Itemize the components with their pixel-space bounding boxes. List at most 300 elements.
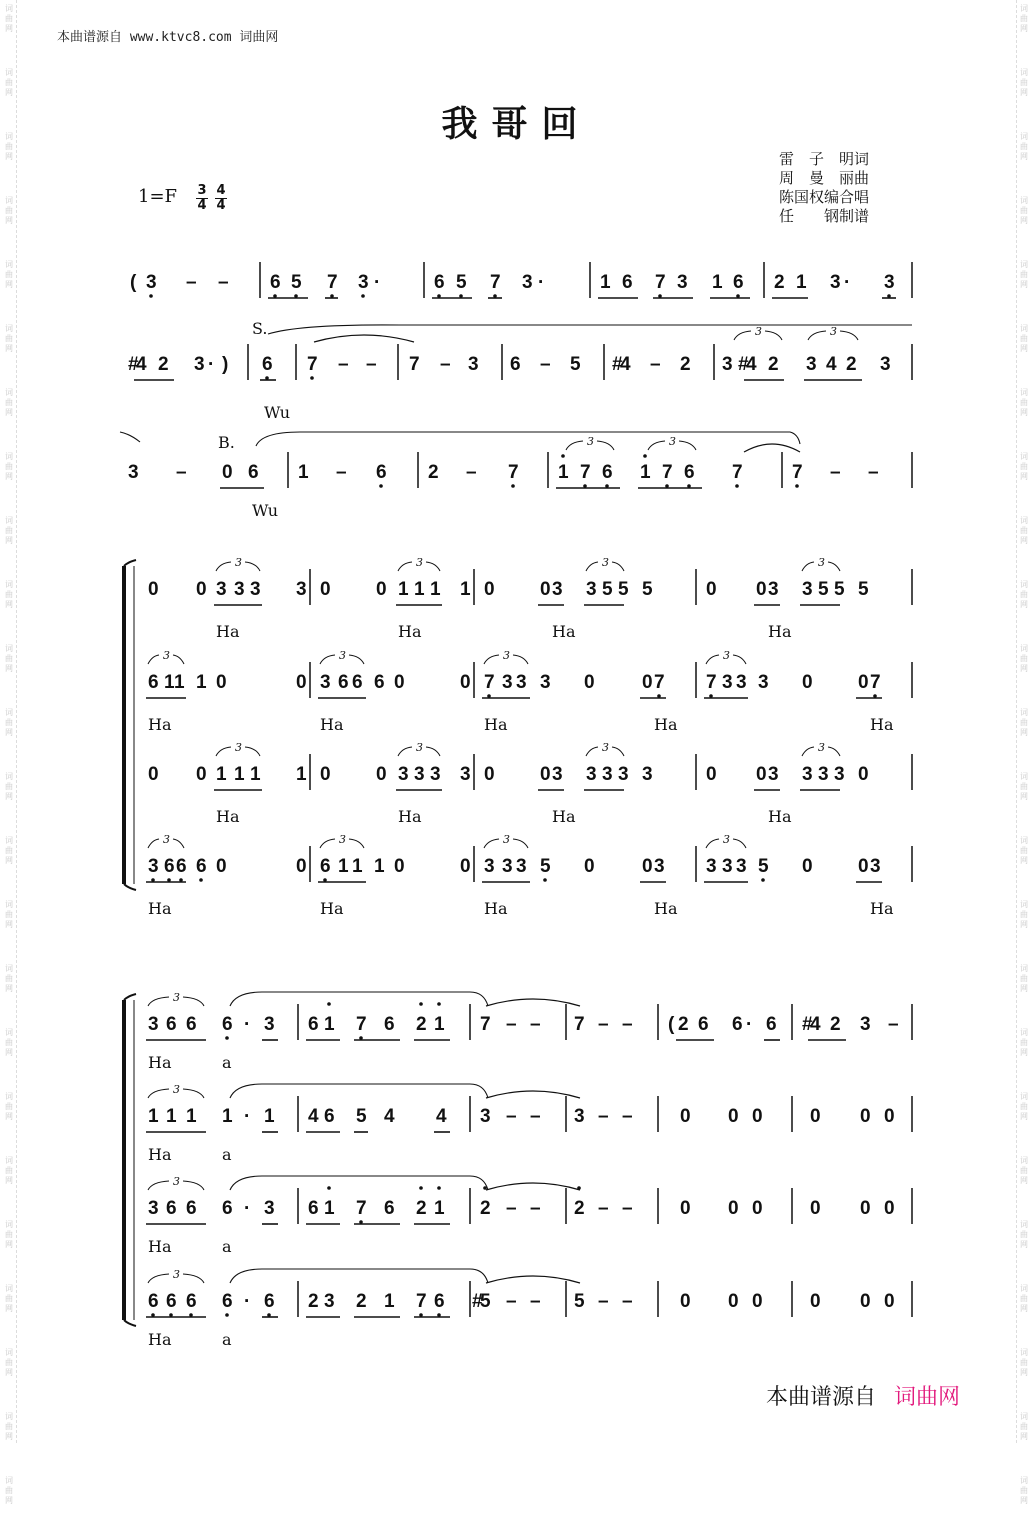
slur-tie [120, 432, 140, 442]
note: 3 [552, 579, 563, 600]
note: 7 [706, 672, 717, 693]
note: 3 [834, 764, 845, 785]
note: 3 [540, 672, 551, 693]
system-bracket-hook [124, 560, 136, 566]
triplet-mark: 3 [235, 556, 242, 569]
triplet-mark: 3 [503, 833, 510, 846]
note: 5 [834, 579, 845, 600]
triplet-bracket [828, 562, 840, 571]
triplet-mark: 3 [416, 556, 423, 569]
note: 3 [484, 856, 495, 877]
note: – [598, 1014, 609, 1035]
slur-tie [744, 444, 800, 452]
triplet-bracket [245, 562, 260, 571]
note: 1 [430, 579, 441, 600]
note: 0 [376, 764, 387, 785]
section-marker-S: S. [252, 319, 268, 338]
triplet-bracket [183, 1181, 204, 1190]
note: 6 [384, 1198, 395, 1219]
note: 3 [250, 579, 261, 600]
note: 3 [830, 272, 841, 293]
note: 5 [818, 579, 829, 600]
triplet-mark: 3 [235, 741, 242, 754]
note: 7 [792, 462, 803, 483]
credit-composer: 周 曼 丽曲 [779, 169, 870, 187]
triplet-bracket [513, 839, 528, 848]
note: 0 [196, 579, 207, 600]
note: 3 [706, 856, 717, 877]
lyric: Ha [148, 1053, 172, 1072]
note: 7 [870, 672, 881, 693]
note: 3 [802, 579, 813, 600]
long-slur [230, 1176, 488, 1190]
note: 6 [324, 1106, 335, 1127]
note: 1 [434, 1014, 445, 1035]
note: 0 [728, 1291, 739, 1312]
note: 0 [296, 672, 307, 693]
note: 3 [146, 272, 157, 293]
octave-dot-below [189, 1313, 193, 1317]
note: 2 [480, 1198, 491, 1219]
note: 6 [308, 1198, 319, 1219]
triplet-bracket [398, 747, 412, 756]
note: 6 [384, 1014, 395, 1035]
system-bracket-hook [124, 994, 136, 1000]
octave-dot-below [169, 1313, 173, 1317]
note: 0 [460, 856, 471, 877]
triplet-mark: 3 [173, 1083, 180, 1096]
note: 7 [327, 272, 338, 293]
note: – [598, 1198, 609, 1219]
triplet-bracket [586, 562, 598, 571]
note: 6 [186, 1014, 197, 1035]
note: 6 [166, 1291, 177, 1312]
note: 1 [148, 1106, 159, 1127]
triplet-bracket [216, 747, 231, 756]
note: 3 [460, 764, 471, 785]
note: 0 [860, 1198, 871, 1219]
triplet-bracket [586, 747, 598, 756]
triplet-bracket [349, 655, 364, 664]
triplet-mark: 3 [339, 649, 346, 662]
watermark-glyphs: 词 曲 网 [1020, 1156, 1028, 1185]
note: 1 [324, 1014, 335, 1035]
triplet-mark: 3 [830, 325, 837, 338]
triplet-bracket [513, 655, 528, 664]
octave-dot-below [419, 1313, 423, 1317]
note: 6 [602, 462, 613, 483]
note: 0 [756, 579, 767, 600]
octave-dot-below [323, 878, 327, 882]
note: 0 [642, 856, 653, 877]
note: 0 [216, 672, 227, 693]
note: – [622, 1198, 633, 1219]
note: 3 [320, 672, 331, 693]
note: 7 [574, 1014, 585, 1035]
note: 0 [802, 672, 813, 693]
note: # [612, 354, 623, 375]
note: 0 [728, 1198, 739, 1219]
note: 1 [460, 579, 471, 600]
watermark-glyphs: 词 曲 网 [5, 772, 13, 801]
note: 3 [677, 272, 688, 293]
note: 1 [234, 764, 245, 785]
note: 7 [484, 672, 495, 693]
watermark-glyphs: 词 曲 网 [5, 964, 13, 993]
note: 3 [860, 1014, 871, 1035]
note: 2 [774, 272, 785, 293]
note: 3 [884, 272, 895, 293]
triplet-bracket [426, 747, 440, 756]
note: · [538, 272, 545, 293]
octave-dot-below [149, 294, 153, 298]
long-slur [230, 1084, 488, 1098]
triplet-bracket [148, 839, 159, 848]
octave-dot-below [379, 484, 383, 488]
octave-dot-above [327, 1002, 331, 1006]
note: 6 [434, 272, 445, 293]
lyric: a [222, 1145, 232, 1164]
watermark-glyphs: 词 曲 网 [5, 1412, 13, 1441]
note: – [186, 272, 197, 293]
watermark-glyphs: 词 曲 网 [1020, 836, 1028, 865]
note: 1 [196, 672, 207, 693]
lyric: Wu [252, 501, 279, 520]
watermark-glyphs: 词 曲 网 [1020, 1412, 1028, 1441]
watermark-glyphs: 词 曲 网 [5, 324, 13, 353]
watermark-glyphs: 词 曲 网 [5, 836, 13, 865]
triplet-bracket [733, 839, 746, 848]
note: 0 [802, 856, 813, 877]
watermark-glyphs: 词 曲 网 [1020, 452, 1028, 481]
note: 3 [296, 579, 307, 600]
key-signature: 1=F [138, 186, 178, 207]
lyric: Ha [870, 715, 894, 734]
note: 2 [678, 1014, 689, 1035]
note: 2 [416, 1014, 427, 1035]
long-slur [256, 432, 800, 446]
triplet-bracket [808, 331, 826, 340]
triplet-bracket [734, 331, 751, 340]
octave-dot-below [361, 294, 365, 298]
note: · [244, 1198, 251, 1219]
note: 1 [296, 764, 307, 785]
triplet-mark: 3 [669, 435, 676, 448]
note: – [540, 354, 551, 375]
note: 1 [164, 672, 175, 693]
lyric: Ha [398, 622, 422, 641]
note: 1 [222, 1106, 233, 1127]
note: 4 [746, 354, 757, 375]
note: 6 [186, 1198, 197, 1219]
triplet-bracket [183, 997, 204, 1006]
note: 2 [356, 1291, 367, 1312]
note: 0 [860, 1106, 871, 1127]
note: 3 [806, 354, 817, 375]
note: 0 [394, 672, 405, 693]
note: 3 [264, 1198, 275, 1219]
triplet-bracket [148, 655, 159, 664]
watermark-glyphs: 词 曲 网 [5, 900, 13, 929]
note: – [650, 354, 661, 375]
watermark-glyphs: 词 曲 网 [1020, 196, 1028, 225]
note: 1 [216, 764, 227, 785]
note: # [472, 1291, 483, 1312]
lyric: Ha [654, 899, 678, 918]
watermark-glyphs: 词 曲 网 [5, 132, 13, 161]
triplet-mark: 3 [173, 1268, 180, 1281]
lyric: Ha [148, 715, 172, 734]
note: – [336, 462, 347, 483]
lyric: Ha [870, 899, 894, 918]
note: · [844, 272, 851, 293]
note: 0 [460, 672, 471, 693]
note: 6 [186, 1291, 197, 1312]
note: – [530, 1106, 541, 1127]
octave-dot-above [419, 1186, 423, 1190]
triplet-mark: 3 [818, 556, 825, 569]
octave-dot-below [225, 1036, 229, 1040]
section-marker-B: B. [218, 433, 235, 452]
triplet-mark: 3 [723, 649, 730, 662]
triplet-mark: 3 [416, 741, 423, 754]
meter-bottom: 4 [197, 198, 207, 213]
watermark-glyphs: 词 曲 网 [5, 388, 13, 417]
note: 3 [802, 764, 813, 785]
octave-dot-below [199, 878, 203, 882]
triplet-mark: 3 [818, 741, 825, 754]
note: 5 [618, 579, 629, 600]
note: 6 [622, 272, 633, 293]
note: 6 [308, 1014, 319, 1035]
note: 6 [698, 1014, 709, 1035]
watermark-glyphs: 词 曲 网 [1020, 1476, 1028, 1505]
note: 4 [620, 354, 631, 375]
note: · [244, 1106, 251, 1127]
note: 0 [810, 1291, 821, 1312]
source-header: 本曲谱源自 www.ktvc8.com 词曲网 [57, 30, 279, 45]
note: 5 [758, 856, 769, 877]
note: – [530, 1198, 541, 1219]
lyric: a [222, 1330, 232, 1349]
watermark-glyphs: 词 曲 网 [1020, 388, 1028, 417]
watermark-glyphs: 词 曲 网 [5, 644, 13, 673]
note: 3 [574, 1106, 585, 1127]
note: 4 [436, 1106, 447, 1127]
note: – [176, 462, 187, 483]
note: 2 [428, 462, 439, 483]
watermark-glyphs: 词 曲 网 [5, 708, 13, 737]
watermark-glyphs: 词 曲 网 [5, 516, 13, 545]
lyric: Ha [768, 807, 792, 826]
triplet-bracket [245, 747, 260, 756]
note: · [244, 1291, 251, 1312]
octave-dot-above [561, 454, 565, 458]
note: 1 [338, 856, 349, 877]
credit-transcriber: 任 钢制谱 [779, 207, 870, 225]
note: 4 [136, 354, 147, 375]
note: 5 [356, 1106, 367, 1127]
triplet-bracket [484, 655, 499, 664]
note: 1 [186, 1106, 197, 1127]
note: · [374, 272, 381, 293]
note: – [830, 462, 841, 483]
note: 7 [356, 1198, 367, 1219]
note: 5 [540, 856, 551, 877]
triplet-bracket [679, 441, 696, 450]
note: 3 [324, 1291, 335, 1312]
note: 1 [324, 1198, 335, 1219]
lyric: Ha [768, 622, 792, 641]
note: 7 [655, 272, 666, 293]
note: 6 [176, 856, 187, 877]
watermark-glyphs: 词 曲 网 [1020, 580, 1028, 609]
note: 3 [736, 856, 747, 877]
triplet-mark: 3 [503, 649, 510, 662]
watermark-glyphs: 词 曲 网 [1020, 964, 1028, 993]
octave-dot-below [709, 694, 713, 698]
note: 3 [758, 672, 769, 693]
triplet-mark: 3 [173, 1175, 180, 1188]
note: 6 [510, 354, 521, 375]
triplet-bracket [802, 747, 814, 756]
triplet-bracket [706, 839, 719, 848]
note: ( [668, 1014, 675, 1035]
note: 1 [398, 579, 409, 600]
octave-dot-below [151, 1313, 155, 1317]
lyric: Wu [264, 403, 291, 422]
note: ) [222, 354, 229, 375]
triplet-bracket [484, 839, 499, 848]
system-bracket-hook [124, 884, 136, 890]
watermark-glyphs: 词 曲 网 [1020, 708, 1028, 737]
note: 4 [810, 1014, 821, 1035]
note: 2 [416, 1198, 427, 1219]
note: 5 [291, 272, 302, 293]
note: 5 [456, 272, 467, 293]
note: 0 [752, 1198, 763, 1219]
note: 3 [430, 764, 441, 785]
octave-dot-below [543, 878, 547, 882]
note: 7 [580, 462, 591, 483]
note: 6 [732, 1014, 743, 1035]
note: 3 [618, 764, 629, 785]
note: 0 [884, 1198, 895, 1219]
note: ( [130, 272, 137, 293]
triplet-bracket [148, 1274, 169, 1283]
note: 3 [516, 856, 527, 877]
octave-dot-above [437, 1186, 441, 1190]
note: 0 [706, 579, 717, 600]
watermark-glyphs: 词 曲 网 [5, 1092, 13, 1121]
note: 3 [736, 672, 747, 693]
note: 0 [884, 1106, 895, 1127]
triplet-mark: 3 [173, 991, 180, 1004]
octave-dot-below [167, 878, 171, 882]
triplet-bracket [612, 747, 624, 756]
note: 7 [490, 272, 501, 293]
watermark-glyphs: 词 曲 网 [1020, 324, 1028, 353]
watermark-glyphs: 词 曲 网 [1020, 644, 1028, 673]
note: 3 [502, 672, 513, 693]
note: 0 [148, 764, 159, 785]
note: 6 [164, 856, 175, 877]
lyric: Ha [148, 1237, 172, 1256]
note: 3 [480, 1106, 491, 1127]
watermark-glyphs: 词 曲 网 [5, 68, 13, 97]
note: 0 [540, 579, 551, 600]
note: 0 [810, 1106, 821, 1127]
note: 6 [196, 856, 207, 877]
watermark-glyphs: 词 曲 网 [1020, 1220, 1028, 1249]
note: 0 [706, 764, 717, 785]
note: 3 [516, 672, 527, 693]
note: 3 [768, 764, 779, 785]
note: 2 [574, 1198, 585, 1219]
note: · [208, 354, 215, 375]
triplet-mark: 3 [163, 833, 170, 846]
note: 3 [768, 579, 779, 600]
note: 1 [384, 1291, 395, 1312]
note: 5 [480, 1291, 491, 1312]
note: 3 [148, 1014, 159, 1035]
note: 0 [752, 1106, 763, 1127]
octave-dot-below [795, 484, 799, 488]
note: – [506, 1014, 517, 1035]
watermark-glyphs: 词 曲 网 [5, 1284, 13, 1313]
watermark-glyphs: 词 曲 网 [1020, 516, 1028, 545]
lyric: a [222, 1053, 232, 1072]
lyric: Ha [148, 1330, 172, 1349]
triplet-bracket [765, 331, 782, 340]
note: 3 [216, 579, 227, 600]
footer-source [766, 1380, 960, 1411]
footer-brand: 词曲网 [894, 1385, 961, 1410]
octave-dot-below [657, 694, 661, 698]
note: 6 [166, 1014, 177, 1035]
note: 6 [434, 1291, 445, 1312]
triplet-mark: 3 [755, 325, 762, 338]
note: – [622, 1014, 633, 1035]
note: 3 [194, 354, 205, 375]
note: – [466, 462, 477, 483]
note: 3 [234, 579, 245, 600]
watermark-glyphs: 词 曲 网 [1020, 68, 1028, 97]
note: 2 [846, 354, 857, 375]
octave-dot-below [735, 484, 739, 488]
note: 2 [680, 354, 691, 375]
note: · [244, 1014, 251, 1035]
triplet-bracket [597, 441, 614, 450]
triplet-mark: 3 [602, 741, 609, 754]
note: 3 [722, 354, 733, 375]
triplet-bracket [828, 747, 840, 756]
note: 0 [642, 672, 653, 693]
note: 1 [374, 856, 385, 877]
triplet-bracket [802, 562, 814, 571]
note: 4 [384, 1106, 395, 1127]
note: 3 [128, 462, 139, 483]
note: 0 [484, 764, 495, 785]
note: 7 [662, 462, 673, 483]
note: 1 [174, 672, 185, 693]
note: – [622, 1106, 633, 1127]
watermark-glyphs: 词 曲 网 [1020, 1348, 1028, 1377]
octave-dot-below [179, 878, 183, 882]
octave-dot-below [761, 878, 765, 882]
lyric: Ha [216, 807, 240, 826]
note: – [868, 462, 879, 483]
